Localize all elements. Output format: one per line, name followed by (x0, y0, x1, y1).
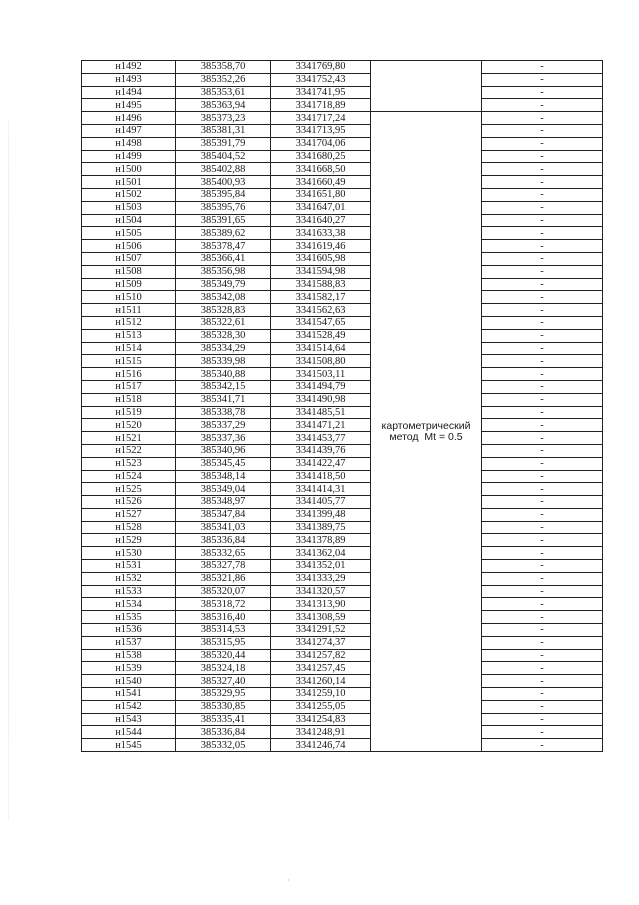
x-coordinate-cell: 385340,96 (176, 444, 271, 457)
method-cell (371, 112, 482, 752)
x-coordinate-cell: 385332,05 (176, 739, 271, 752)
x-coordinate-cell: 385356,98 (176, 265, 271, 278)
table-row (82, 611, 603, 624)
y-coordinate-cell: 3341418,50 (271, 470, 371, 483)
note-dash-cell: - (482, 560, 603, 573)
table-row (82, 329, 603, 342)
point-id-cell: н1517 (82, 380, 176, 393)
table-row (82, 380, 603, 393)
note-dash-cell: - (482, 611, 603, 624)
x-coordinate-cell: 385328,30 (176, 329, 271, 342)
point-id-cell: н1527 (82, 508, 176, 521)
y-coordinate-cell: 3341741,95 (271, 86, 371, 99)
table-row (82, 457, 603, 470)
x-coordinate-cell: 385341,71 (176, 393, 271, 406)
note-dash-cell: - (482, 265, 603, 278)
table-row (82, 406, 603, 419)
y-coordinate-cell: 3341246,74 (271, 739, 371, 752)
y-coordinate-cell: 3341422,47 (271, 457, 371, 470)
y-coordinate-cell: 3341668,50 (271, 163, 371, 176)
method-label-line2: метод Mt = 0.5 (389, 430, 463, 443)
point-id-cell: н1495 (82, 99, 176, 112)
x-coordinate-cell: 385324,18 (176, 662, 271, 675)
table-row (82, 470, 603, 483)
table-row (82, 585, 603, 598)
point-id-cell: н1511 (82, 304, 176, 317)
x-coordinate-cell: 385349,79 (176, 278, 271, 291)
y-coordinate-cell: 3341260,14 (271, 675, 371, 688)
coordinates-table (81, 60, 603, 752)
x-coordinate-cell: 385328,83 (176, 304, 271, 317)
note-dash-cell: - (482, 163, 603, 176)
point-id-cell: н1509 (82, 278, 176, 291)
method-cell-empty (371, 61, 482, 112)
table-row (82, 316, 603, 329)
y-coordinate-cell: 3341313,90 (271, 598, 371, 611)
note-dash-cell: - (482, 457, 603, 470)
note-dash-cell: - (482, 432, 603, 445)
y-coordinate-cell: 3341605,98 (271, 252, 371, 265)
table-row (82, 355, 603, 368)
x-coordinate-cell: 385373,23 (176, 112, 271, 125)
y-coordinate-cell: 3341660,49 (271, 176, 371, 189)
x-coordinate-cell: 385395,76 (176, 201, 271, 214)
y-coordinate-cell: 3341547,65 (271, 316, 371, 329)
table-row (82, 508, 603, 521)
point-id-cell: н1544 (82, 726, 176, 739)
table-row (82, 572, 603, 585)
x-coordinate-cell: 385330,85 (176, 700, 271, 713)
table-row (82, 624, 603, 637)
table-row (82, 739, 603, 752)
x-coordinate-cell: 385327,40 (176, 675, 271, 688)
point-id-cell: н1493 (82, 73, 176, 86)
table-row (82, 99, 603, 112)
note-dash-cell: - (482, 508, 603, 521)
table-row (82, 137, 603, 150)
note-dash-cell: - (482, 444, 603, 457)
note-dash-cell: - (482, 534, 603, 547)
point-id-cell: н1535 (82, 611, 176, 624)
table-row (82, 432, 603, 445)
x-coordinate-cell: 385329,95 (176, 688, 271, 701)
table-row (82, 291, 603, 304)
x-coordinate-cell: 385391,79 (176, 137, 271, 150)
note-dash-cell: - (482, 112, 603, 125)
table-row (82, 176, 603, 189)
table-row (82, 124, 603, 137)
note-dash-cell: - (482, 150, 603, 163)
x-coordinate-cell: 385320,07 (176, 585, 271, 598)
x-coordinate-cell: 385332,65 (176, 547, 271, 560)
x-coordinate-cell: 385352,26 (176, 73, 271, 86)
point-id-cell: н1512 (82, 316, 176, 329)
x-coordinate-cell: 385318,72 (176, 598, 271, 611)
table-row (82, 201, 603, 214)
y-coordinate-cell: 3341680,25 (271, 150, 371, 163)
x-coordinate-cell: 385348,14 (176, 470, 271, 483)
point-id-cell: н1537 (82, 636, 176, 649)
table-row (82, 444, 603, 457)
y-coordinate-cell: 3341594,98 (271, 265, 371, 278)
note-dash-cell: - (482, 291, 603, 304)
table-row (82, 713, 603, 726)
note-dash-cell: - (482, 675, 603, 688)
point-id-cell: н1526 (82, 496, 176, 509)
y-coordinate-cell: 3341752,43 (271, 73, 371, 86)
y-coordinate-cell: 3341248,91 (271, 726, 371, 739)
x-coordinate-cell: 385389,62 (176, 227, 271, 240)
note-dash-cell: - (482, 61, 603, 74)
point-id-cell: н1494 (82, 86, 176, 99)
y-coordinate-cell: 3341259,10 (271, 688, 371, 701)
note-dash-cell: - (482, 688, 603, 701)
y-coordinate-cell: 3341257,45 (271, 662, 371, 675)
note-dash-cell: - (482, 368, 603, 381)
x-coordinate-cell: 385336,84 (176, 726, 271, 739)
point-id-cell: н1524 (82, 470, 176, 483)
note-dash-cell: - (482, 585, 603, 598)
x-coordinate-cell: 385336,84 (176, 534, 271, 547)
x-coordinate-cell: 385381,31 (176, 124, 271, 137)
y-coordinate-cell: 3341582,17 (271, 291, 371, 304)
table-row (82, 86, 603, 99)
point-id-cell: н1500 (82, 163, 176, 176)
y-coordinate-cell: 3341320,57 (271, 585, 371, 598)
y-coordinate-cell: 3341717,24 (271, 112, 371, 125)
point-id-cell: н1508 (82, 265, 176, 278)
note-dash-cell: - (482, 624, 603, 637)
point-id-cell: н1515 (82, 355, 176, 368)
scan-edge-shadow (8, 120, 9, 820)
point-id-cell: н1510 (82, 291, 176, 304)
table-row (82, 662, 603, 675)
point-id-cell: н1545 (82, 739, 176, 752)
table-row (82, 419, 603, 432)
note-dash-cell: - (482, 380, 603, 393)
x-coordinate-cell: 385342,08 (176, 291, 271, 304)
x-coordinate-cell: 385337,29 (176, 419, 271, 432)
table-row (82, 150, 603, 163)
note-dash-cell: - (482, 355, 603, 368)
note-dash-cell: - (482, 470, 603, 483)
y-coordinate-cell: 3341503,11 (271, 368, 371, 381)
table-row (82, 265, 603, 278)
table-row (82, 636, 603, 649)
x-coordinate-cell: 385316,40 (176, 611, 271, 624)
point-id-cell: н1539 (82, 662, 176, 675)
note-dash-cell: - (482, 342, 603, 355)
table-row (82, 61, 603, 74)
y-coordinate-cell: 3341704,06 (271, 137, 371, 150)
point-id-cell: н1534 (82, 598, 176, 611)
table-row (82, 726, 603, 739)
note-dash-cell: - (482, 214, 603, 227)
point-id-cell: н1529 (82, 534, 176, 547)
y-coordinate-cell: 3341562,63 (271, 304, 371, 317)
x-coordinate-cell: 385335,41 (176, 713, 271, 726)
table-row (82, 598, 603, 611)
point-id-cell: н1513 (82, 329, 176, 342)
point-id-cell: н1496 (82, 112, 176, 125)
x-coordinate-cell: 385340,88 (176, 368, 271, 381)
point-id-cell: н1541 (82, 688, 176, 701)
x-coordinate-cell: 385338,78 (176, 406, 271, 419)
note-dash-cell: - (482, 662, 603, 675)
note-dash-cell: - (482, 124, 603, 137)
y-coordinate-cell: 3341414,31 (271, 483, 371, 496)
x-coordinate-cell: 385342,15 (176, 380, 271, 393)
point-id-cell: н1536 (82, 624, 176, 637)
table-row (82, 240, 603, 253)
note-dash-cell: - (482, 316, 603, 329)
coordinates-table-body (82, 61, 603, 752)
note-dash-cell: - (482, 240, 603, 253)
note-dash-cell: - (482, 726, 603, 739)
note-dash-cell: - (482, 739, 603, 752)
point-id-cell: н1492 (82, 61, 176, 74)
y-coordinate-cell: 3341333,29 (271, 572, 371, 585)
y-coordinate-cell: 3341494,79 (271, 380, 371, 393)
point-id-cell: н1530 (82, 547, 176, 560)
table-row (82, 188, 603, 201)
note-dash-cell: - (482, 99, 603, 112)
y-coordinate-cell: 3341490,98 (271, 393, 371, 406)
note-dash-cell: - (482, 227, 603, 240)
point-id-cell: н1501 (82, 176, 176, 189)
x-coordinate-cell: 385366,41 (176, 252, 271, 265)
point-id-cell: н1516 (82, 368, 176, 381)
y-coordinate-cell: 3341453,77 (271, 432, 371, 445)
table-row (82, 649, 603, 662)
point-id-cell: н1507 (82, 252, 176, 265)
x-coordinate-cell: 385349,04 (176, 483, 271, 496)
note-dash-cell: - (482, 572, 603, 585)
footer-mark: · (287, 876, 290, 885)
x-coordinate-cell: 385315,95 (176, 636, 271, 649)
x-coordinate-cell: 385391,65 (176, 214, 271, 227)
note-dash-cell: - (482, 86, 603, 99)
x-coordinate-cell: 385358,70 (176, 61, 271, 74)
y-coordinate-cell: 3341378,89 (271, 534, 371, 547)
x-coordinate-cell: 385363,94 (176, 99, 271, 112)
table-row (82, 534, 603, 547)
x-coordinate-cell: 385348,97 (176, 496, 271, 509)
note-dash-cell: - (482, 137, 603, 150)
point-id-cell: н1520 (82, 419, 176, 432)
x-coordinate-cell: 385402,88 (176, 163, 271, 176)
y-coordinate-cell: 3341405,77 (271, 496, 371, 509)
y-coordinate-cell: 3341619,46 (271, 240, 371, 253)
point-id-cell: н1525 (82, 483, 176, 496)
note-dash-cell: - (482, 547, 603, 560)
note-dash-cell: - (482, 406, 603, 419)
note-dash-cell: - (482, 483, 603, 496)
point-id-cell: н1521 (82, 432, 176, 445)
x-coordinate-cell: 385334,29 (176, 342, 271, 355)
table-row (82, 252, 603, 265)
point-id-cell: н1523 (82, 457, 176, 470)
x-coordinate-cell: 385404,52 (176, 150, 271, 163)
note-dash-cell: - (482, 393, 603, 406)
note-dash-cell: - (482, 188, 603, 201)
y-coordinate-cell: 3341508,80 (271, 355, 371, 368)
y-coordinate-cell: 3341362,04 (271, 547, 371, 560)
y-coordinate-cell: 3341291,52 (271, 624, 371, 637)
y-coordinate-cell: 3341439,76 (271, 444, 371, 457)
y-coordinate-cell: 3341471,21 (271, 419, 371, 432)
y-coordinate-cell: 3341647,01 (271, 201, 371, 214)
note-dash-cell: - (482, 700, 603, 713)
note-dash-cell: - (482, 73, 603, 86)
note-dash-cell: - (482, 304, 603, 317)
y-coordinate-cell: 3341352,01 (271, 560, 371, 573)
x-coordinate-cell: 385341,03 (176, 521, 271, 534)
point-id-cell: н1514 (82, 342, 176, 355)
point-id-cell: н1543 (82, 713, 176, 726)
note-dash-cell: - (482, 521, 603, 534)
y-coordinate-cell: 3341769,80 (271, 61, 371, 74)
y-coordinate-cell: 3341274,37 (271, 636, 371, 649)
x-coordinate-cell: 385395,84 (176, 188, 271, 201)
table-row (82, 112, 603, 125)
point-id-cell: н1505 (82, 227, 176, 240)
y-coordinate-cell: 3341514,64 (271, 342, 371, 355)
note-dash-cell: - (482, 496, 603, 509)
x-coordinate-cell: 385337,36 (176, 432, 271, 445)
point-id-cell: н1498 (82, 137, 176, 150)
y-coordinate-cell: 3341718,89 (271, 99, 371, 112)
note-dash-cell: - (482, 278, 603, 291)
point-id-cell: н1504 (82, 214, 176, 227)
note-dash-cell: - (482, 636, 603, 649)
point-id-cell: н1531 (82, 560, 176, 573)
note-dash-cell: - (482, 713, 603, 726)
point-id-cell: н1528 (82, 521, 176, 534)
method-label-line1: картометрический (381, 419, 471, 432)
note-dash-cell: - (482, 649, 603, 662)
note-dash-cell: - (482, 201, 603, 214)
table-row (82, 700, 603, 713)
table-row (82, 163, 603, 176)
point-id-cell: н1502 (82, 188, 176, 201)
x-coordinate-cell: 385353,61 (176, 86, 271, 99)
table-row (82, 393, 603, 406)
table-row (82, 547, 603, 560)
table-row (82, 214, 603, 227)
note-dash-cell: - (482, 252, 603, 265)
x-coordinate-cell: 385314,53 (176, 624, 271, 637)
note-dash-cell: - (482, 598, 603, 611)
table-row (82, 496, 603, 509)
y-coordinate-cell: 3341254,83 (271, 713, 371, 726)
point-id-cell: н1542 (82, 700, 176, 713)
x-coordinate-cell: 385347,84 (176, 508, 271, 521)
table-row (82, 560, 603, 573)
y-coordinate-cell: 3341399,48 (271, 508, 371, 521)
point-id-cell: н1519 (82, 406, 176, 419)
point-id-cell: н1518 (82, 393, 176, 406)
y-coordinate-cell: 3341633,38 (271, 227, 371, 240)
table-row (82, 73, 603, 86)
table-row (82, 227, 603, 240)
note-dash-cell: - (482, 419, 603, 432)
note-dash-cell: - (482, 176, 603, 189)
point-id-cell: н1506 (82, 240, 176, 253)
y-coordinate-cell: 3341389,75 (271, 521, 371, 534)
y-coordinate-cell: 3341257,82 (271, 649, 371, 662)
x-coordinate-cell: 385322,61 (176, 316, 271, 329)
table-row (82, 342, 603, 355)
y-coordinate-cell: 3341485,51 (271, 406, 371, 419)
y-coordinate-cell: 3341528,49 (271, 329, 371, 342)
y-coordinate-cell: 3341588,83 (271, 278, 371, 291)
y-coordinate-cell: 3341308,59 (271, 611, 371, 624)
x-coordinate-cell: 385378,47 (176, 240, 271, 253)
note-dash-cell: - (482, 329, 603, 342)
x-coordinate-cell: 385320,44 (176, 649, 271, 662)
table-row (82, 521, 603, 534)
x-coordinate-cell: 385321,86 (176, 572, 271, 585)
x-coordinate-cell: 385345,45 (176, 457, 271, 470)
table-row (82, 483, 603, 496)
x-coordinate-cell: 385400,93 (176, 176, 271, 189)
y-coordinate-cell: 3341640,27 (271, 214, 371, 227)
point-id-cell: н1522 (82, 444, 176, 457)
point-id-cell: н1497 (82, 124, 176, 137)
point-id-cell: н1538 (82, 649, 176, 662)
table-row (82, 688, 603, 701)
point-id-cell: н1499 (82, 150, 176, 163)
point-id-cell: н1540 (82, 675, 176, 688)
point-id-cell: н1532 (82, 572, 176, 585)
y-coordinate-cell: 3341713,95 (271, 124, 371, 137)
point-id-cell: н1503 (82, 201, 176, 214)
y-coordinate-cell: 3341255,05 (271, 700, 371, 713)
y-coordinate-cell: 3341651,80 (271, 188, 371, 201)
x-coordinate-cell: 385327,78 (176, 560, 271, 573)
point-id-cell: н1533 (82, 585, 176, 598)
table-row (82, 368, 603, 381)
table-row (82, 304, 603, 317)
x-coordinate-cell: 385339,98 (176, 355, 271, 368)
table-row (82, 675, 603, 688)
table-row (82, 278, 603, 291)
